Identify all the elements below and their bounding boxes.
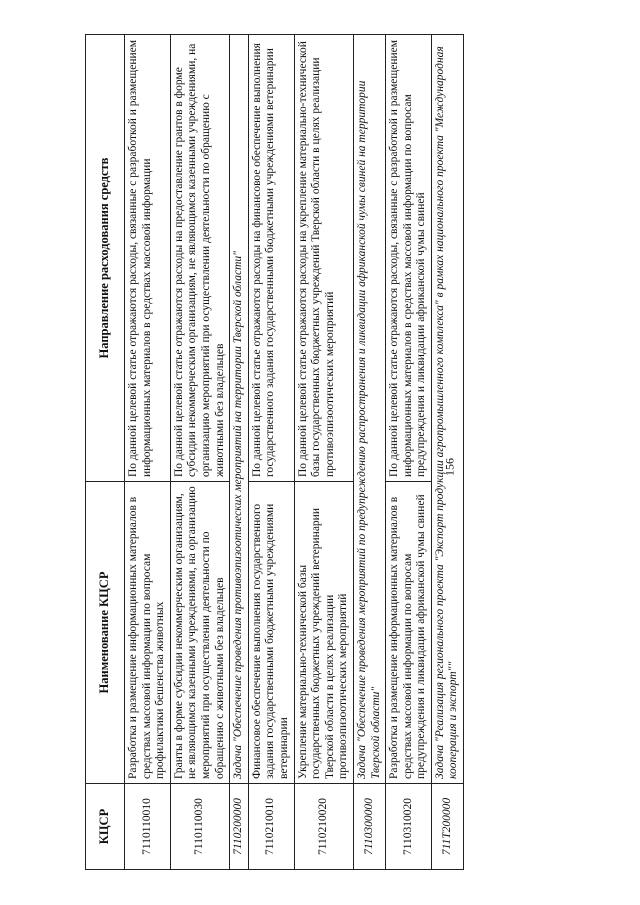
table-section-row [230, 35, 249, 870]
table-row [294, 35, 353, 870]
section-code: 711Т200000 [431, 784, 463, 870]
table-row [170, 35, 229, 870]
cell-name: Финансовое обеспечение выполнения государственного задания государственными бюджетными учреждениями ветеринарии [248, 482, 294, 784]
cell-direction: По данной целевой статье отражаются расходы, связанные с разработкой и размещением информационных материалов в средствах массовой информации по вопросам предупреждения и ликвидации африканской чумы свиней [386, 35, 432, 482]
table-section-row [431, 35, 463, 870]
table-row [386, 35, 432, 870]
cell-direction: По данной целевой статье отражаются расходы, связанные с разработкой и размещением информационных материалов в средствах массовой информации [125, 35, 171, 482]
page-number: 156 [442, 458, 457, 476]
cell-direction: По данной целевой статье отражаются расходы на укрепление материально-технической базы государственных бюджетных учреждений Тверской области в целях реализации противоэпизоотических мероприятий [294, 35, 353, 482]
cell-code: 7110310020 [386, 784, 432, 870]
table-row [248, 35, 294, 870]
cell-name: Гранты в форме субсидии некоммерческим организациям, не являющимся казенными учреждениями, на организацию мероприятий при осуществлении деятельности по обращению с животными без владельцев [170, 482, 229, 784]
cell-name: Разработка и размещение информационных материалов в средствах массовой информации по вопросам профилактики бешенства животных [125, 482, 171, 784]
table-header-row [86, 35, 125, 870]
kcsr-table [85, 34, 464, 870]
cell-name: Разработка и размещение информационных материалов в средствах массовой информации по вопросам предупреждения и ликвидации африканской чумы свиней [386, 482, 432, 784]
cell-name: Укрепление материально-технической базы государственных бюджетных учреждений ветеринарии Тверской области в целях реализации противоэпизоотических мероприятий [294, 482, 353, 784]
header-kcsr: КЦСР [86, 784, 125, 870]
section-title: Задача "Реализация регионального проекта "Экспорт продукции агропромышленного комплекса" в рамках национального проекта "Международная кооперация и экспорт"" [431, 35, 463, 784]
table-row [125, 35, 171, 870]
table-section-row [353, 35, 385, 870]
cell-direction: По данной целевой статье отражаются расходы на финансовое обеспечение выполнения государственного задания государственными бюджетными учреждениями ветеринарии [248, 35, 294, 482]
cell-code: 7110210020 [294, 784, 353, 870]
rotated-table-wrapper [85, 35, 585, 870]
cell-code: 7110110030 [170, 784, 229, 870]
section-code: 7110200000 [230, 784, 249, 870]
section-title: Задача "Обеспечение проведения противоэпизоотических мероприятий на территории Тверской области" [230, 35, 249, 784]
section-code: 7110300000 [353, 784, 385, 870]
section-title: Задача "Обеспечение проведения мероприятий по предупреждению распространения и ликвидации африканской чумы свиней на территории Тверской области" [353, 35, 385, 784]
cell-code: 7110110010 [125, 784, 171, 870]
header-direction: Направление расходования средств [86, 35, 125, 482]
header-name: Наименование КЦСР [86, 482, 125, 784]
cell-code: 7110210010 [248, 784, 294, 870]
cell-direction: По данной целевой статье отражаются расходы на предоставление грантов в форме субсидии некоммерческим организациям, не являющимся казенными учреждениями, на организацию мероприятий при осуществлении деятельности по обращению с животными без владельцев [170, 35, 229, 482]
